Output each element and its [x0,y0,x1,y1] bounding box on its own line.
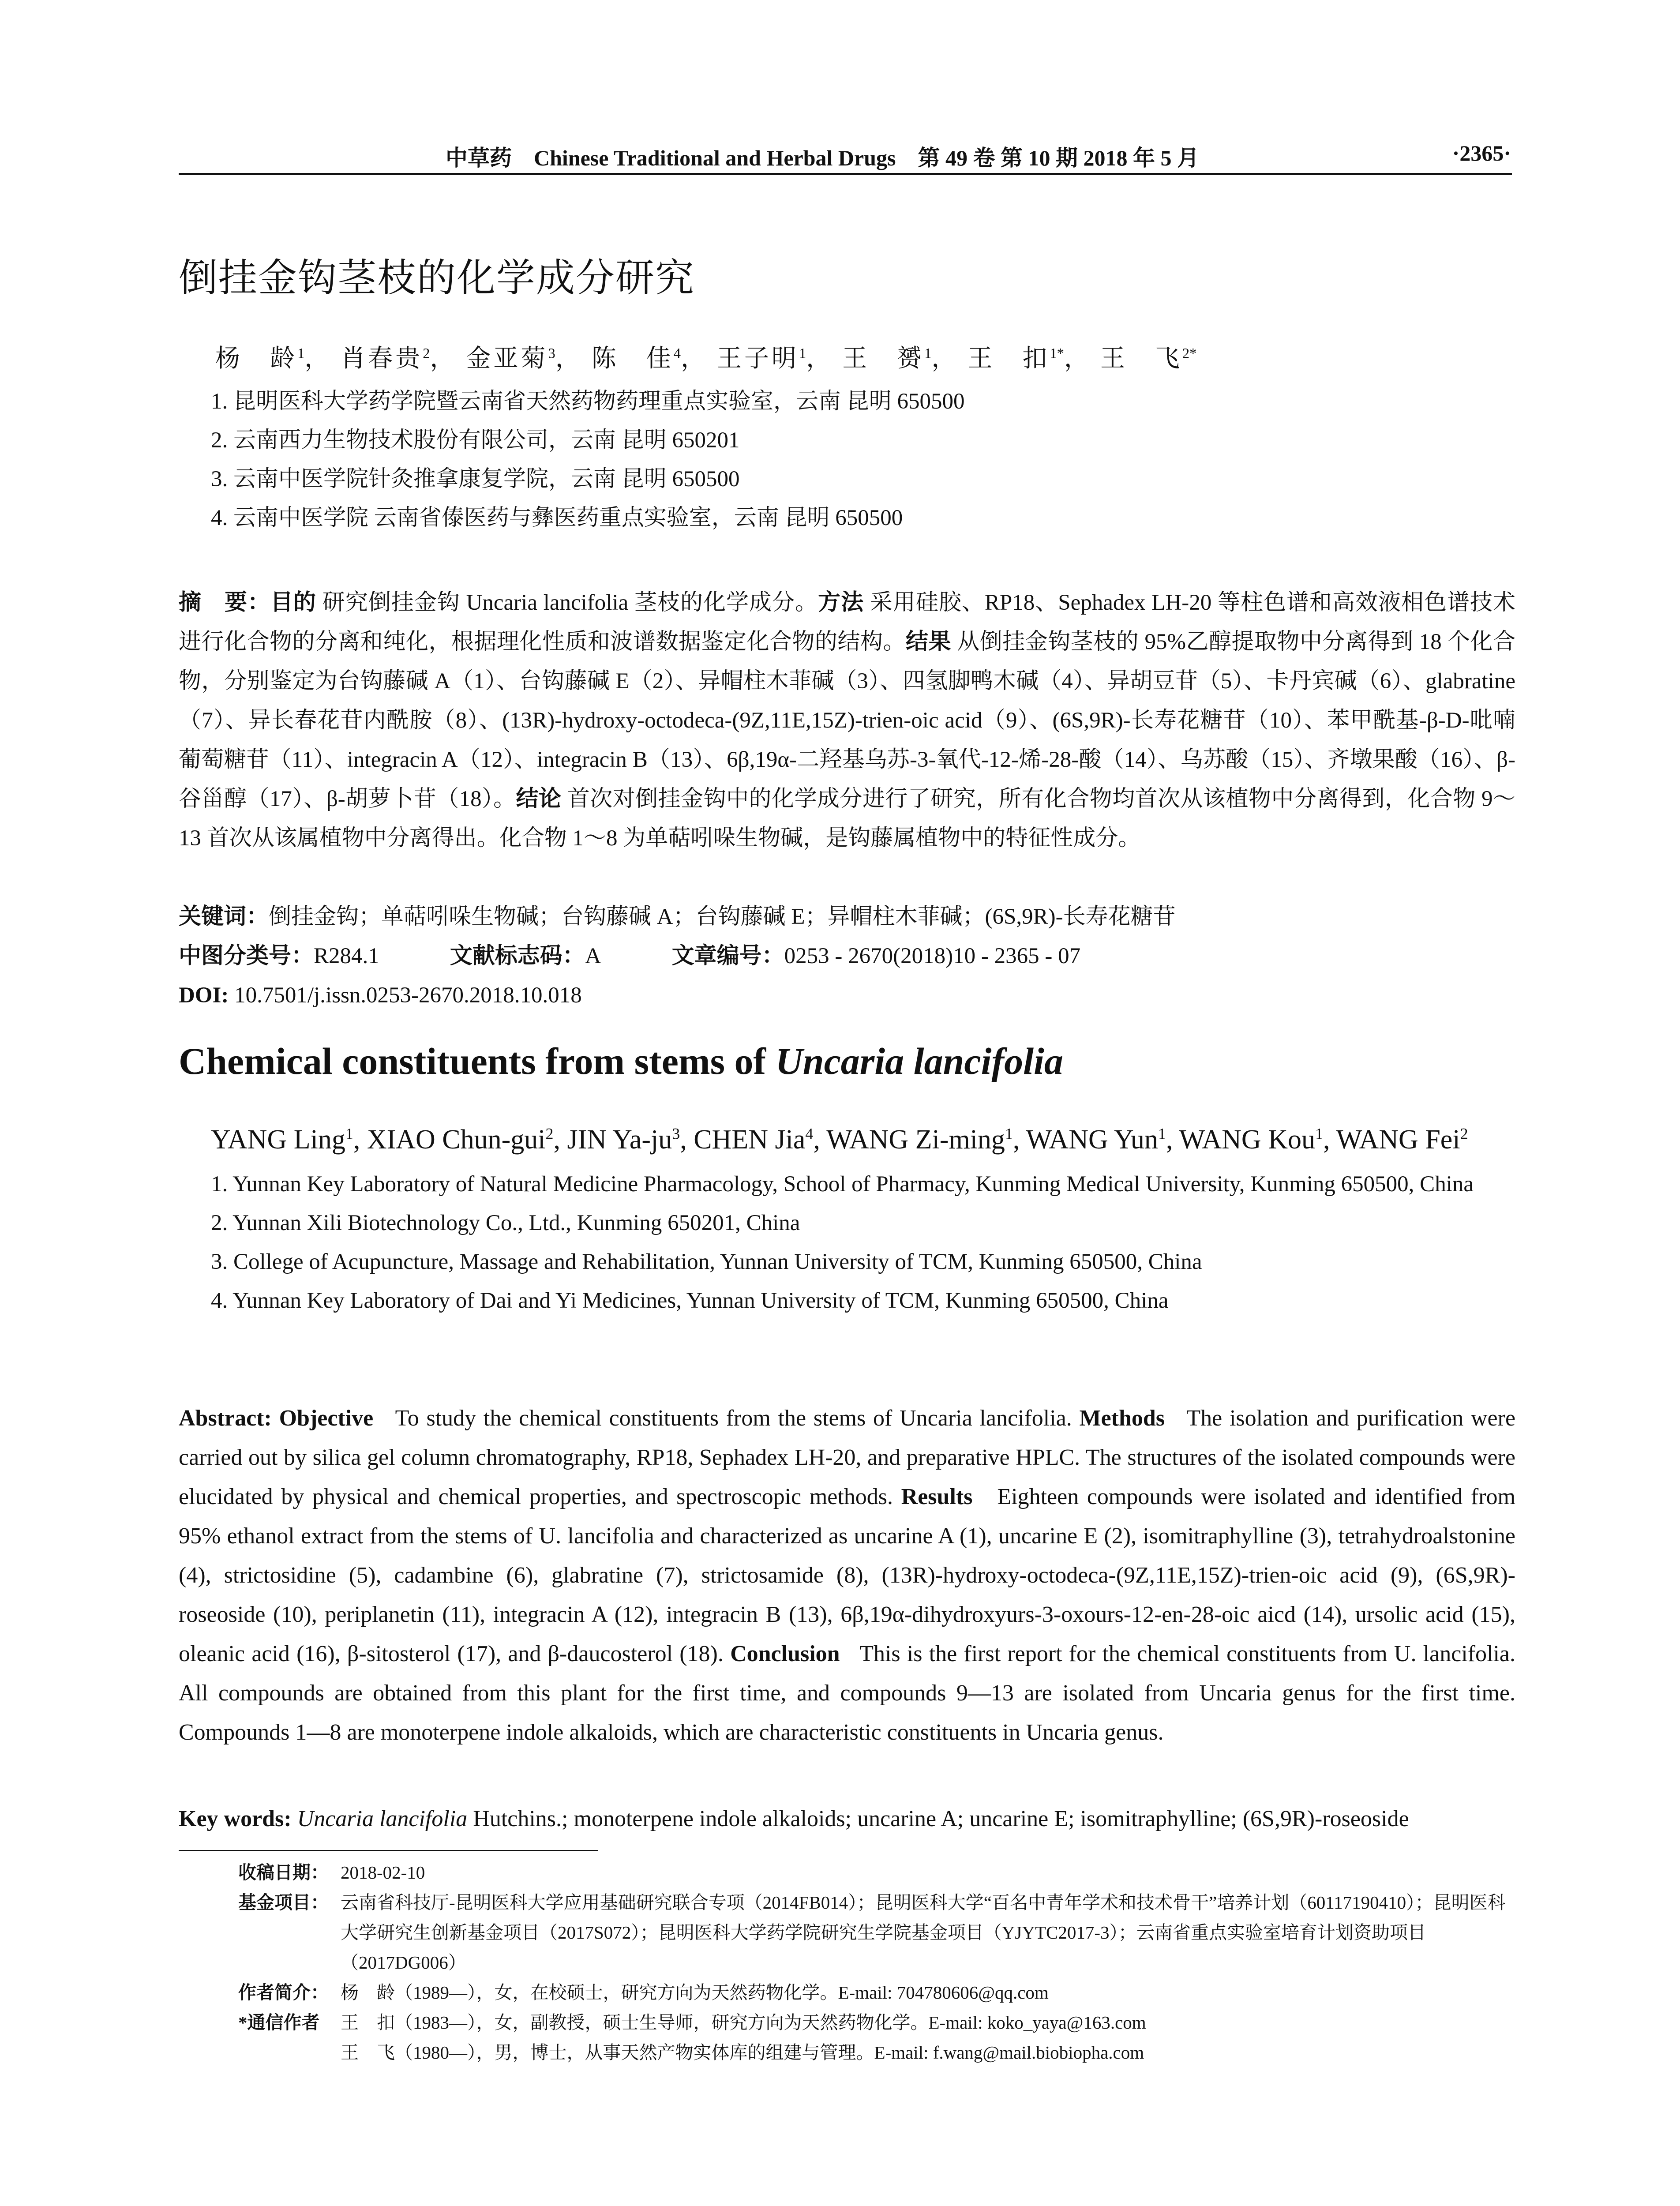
english-title: Chemical constituents from stems of Uncaria lancifolia [179,1040,1063,1082]
affiliation: 3. College of Acupuncture, Massage and Rehabilitation, Yunnan University of TCM, Kunming 650500, China [211,1249,1202,1274]
author: JIN $Ya-ju^3$ [567,1125,680,1155]
species-name: Uncaria lancifolia [775,1040,1063,1082]
methods-text: 采用硅胶、RP18、Sephadex LH-20 等柱色谱和高效液相色谱技术进行化合物的分离和纯化，根据理化性质和波谱数据鉴定化合物的结构。 [179,590,1516,654]
author: 王 飞$^{2*}$ [1100,345,1197,372]
affiliation: 1. Yunnan Key Laboratory of Natural Medicine Pharmacology, School of Pharmacy, Kunming Medical University, Kunming 650500, China [211,1172,1474,1197]
affiliation: 2. Yunnan Xili Biotechnology Co., Ltd., Kunming 650201, China [211,1211,800,1235]
conclusion-text: This is the first report for the chemical constituents from U. lancifolia. All compounds are obtained from this plant for the first time, and compounds 9—13 are isolated from Uncaria genus for the first time. Compounds 1—8 are monoterpene indole alkaloids, which are characteristic constituents in Uncaria genus. [179,1641,1516,1745]
keywords-text: 倒挂金钩；单萜吲哚生物碱；台钩藤碱 A；台钩藤碱 E；异帽柱木菲碱；(6S,9R)-长寿花糖苷 [269,904,1176,929]
author: 陈 佳$^4$ [591,345,681,372]
footnote-author-bio: 作者简介： 杨 龄（1989—），女，在校硕士，研究方向为天然药物化学。E-mail: 704780606@qq.com [238,1982,1049,2003]
affiliation: 1. 昆明医科大学药学院暨云南省天然药物药理重点实验室，云南 昆明 650500 [211,389,965,414]
chinese-affiliations [211,382,1517,537]
affiliation: 2. 云南西力生物技术股份有限公司，云南 昆明 650201 [211,428,740,453]
english-keywords [179,1799,1515,1838]
journal-name: 中草药 Chinese Traditional and Herbal Drugs 第 49 卷 第 10 期 2018 年 5 月 [446,146,1199,170]
header-rule [179,173,1512,175]
author: WANG Kou$^1$ [1179,1125,1323,1155]
objective-label: Objective [279,1406,374,1431]
footnotes [238,1857,1518,2067]
clc-value: R284.1 [314,944,379,968]
author: CHEN Jia$^4$ [694,1125,814,1155]
affiliation: 3. 云南中医学院针灸推拿康复学院，云南 昆明 650500 [211,467,740,491]
footnote-rule [179,1850,598,1851]
abstract-label: Abstract: [179,1406,272,1431]
keywords-text: Hutchins.; monoterpene indole alkaloids; uncarine A; uncarine E; isomitraphylline; (6S,9R)-roseoside [467,1806,1409,1831]
author: WANG Yun$^1$ [1026,1125,1166,1155]
article-number-value: 0253 - 2670(2018)10 - 2365 - 07 [784,944,1081,968]
running-header [179,140,1511,171]
author: 王 赟$^1$ [842,345,932,372]
results-text: 从倒挂金钩茎枝的 95%乙醇提取物中分离得到 18 个化合物，分别鉴定为台钩藤碱 A（1）、台钩藤碱 E（2）、异帽柱木菲碱（3）、四氢脚鸭木碱（4）、异胡豆苷（5）、卡丹宾碱（6）、glabratine（7）、异长春花苷内酰胺（8）、(13R)-hydroxy-octodeca-(9Z,11E,15Z)-trien-oic acid（9）、(6S,9R)-长寿花糖苷（10）、苯甲酰基-β-D-吡喃葡萄糖苷（11）、integracin A（12）、integracin B（13）、6β,19α-二羟基乌苏-3-氧代-12-烯-28-酸（14）、乌苏酸（15）、齐墩果酸（16）、β-谷甾醇（17）、β-胡萝卜苷（18）。 [179,630,1515,811]
author: WANG Fei$^2$ [1336,1125,1468,1155]
keywords-label: 关键词： [179,904,269,929]
abstract-label: 摘 要： [179,590,271,615]
conclusion-text: 首次对倒挂金钩中的化学成分进行了研究，所有化合物均首次从该植物中分离得到，化合物 9～13 首次从该属植物中分离得出。化合物 1～8 为单萜吲哚生物碱，是钩藤属植物中的特征性成分。 [179,787,1515,851]
classification-line [179,937,1515,976]
author: 王 扣$^{1*}$ [968,345,1064,372]
affiliation: 4. 云南中医学院 云南省傣医药与彝医药重点实验室，云南 昆明 650500 [211,506,903,530]
author: 金亚菊$^3$ [466,345,555,372]
author: WANG Zi-ming$^1$ [826,1125,1013,1155]
chinese-title: 倒挂金钩茎枝的化学成分研究 [179,255,695,300]
objective-text: To study the chemical constituents from the stems of Uncaria lancifolia. [395,1406,1072,1431]
english-author-list: YANG Ling$^1$, XIAO Chun-gui$^2$, JIN $Ya-ju^3$, CHEN Jia$^4$, WANG Zi-ming$^1$, WANG Yun$^1$, WANG Kou$^1$, WANG Fei$^2$ [211,1125,1468,1155]
conclusion-label: Conclusion [730,1641,840,1666]
footnote-corresponding-author: *通信作者 王 扣（1983—），女，副教授，硕士生导师，研究方向为天然药物化学。E-mail: koko_yaya@163.com [238,2012,1146,2033]
author: 肖春贵$^2$ [341,345,430,372]
doc-code-label: 文献标志码： [450,944,585,968]
keywords-species: Uncaria lancifolia [297,1806,468,1831]
footnote-received: 收稿日期： 2018-02-10 [238,1862,425,1883]
english-abstract [179,1399,1515,1752]
doi-line [179,976,1515,1015]
english-affiliations [211,1165,1517,1320]
author: 王子明$^1$ [716,345,806,372]
chinese-keywords [179,897,1515,937]
objective-label: 目的 [270,590,317,615]
chinese-abstract [179,583,1515,858]
conclusion-label: 结论 [516,787,562,811]
objective-text: 研究倒挂金钩 Uncaria lancifolia 茎枝的化学成分。 [322,590,818,615]
methods-text: The isolation and purification were carried out by silica gel column chromatography, RP18, Sephadex LH-20, and preparative HPLC. The structures of the isolated compounds were elucidated by physical and chemical properties, and spectroscopic methods. [179,1406,1516,1509]
methods-label: 方法 [818,590,864,615]
doi-link[interactable]: 10.7501/j.issn.0253-2670.2018.10.018 [234,983,582,1008]
page-number: ·2365· [1452,141,1511,165]
results-label: 结果 [906,630,951,654]
footnote-corresponding-author: 王 飞（1980—），男，博士，从事天然产物实体库的组建与管理。E-mail: f.wang@mail.biobiopha.com [341,2042,1144,2063]
doi-label: DOI: [179,983,229,1008]
clc-label: 中图分类号： [179,944,314,968]
author: XIAO Chun-gui$^2$ [367,1125,554,1155]
affiliation: 4. Yunnan Key Laboratory of Dai and Yi Medicines, Yunnan University of TCM, Kunming 650500, China [211,1288,1169,1313]
author: 杨 龄$^1$ [215,345,305,372]
keywords-label: Key words: [179,1806,292,1831]
author: YANG Ling$^1$ [211,1125,353,1155]
article-number-label: 文章编号： [671,944,784,968]
methods-label: Methods [1079,1406,1165,1431]
doc-code-value: A [585,944,601,968]
results-text: Eighteen compounds were isolated and identified from 95% ethanol extract from the stems of U. lancifolia and characterized as uncarine A (1), uncarine E (2), isomitraphylline (3), tetrahydroalstonine (4), strictosidine (5), cadambine (6), glabratine (7), strictosamide (8), (13R)-hydroxy-octodeca-(9Z,11E,15Z)-trien-oic acid (9), (6S,9R)-roseoside (10), periplanetin (11), integracin A (12), integracin B (13), 6β,19α-dihydroxyurs-3-oxours-12-en-28-oic aicd (14), ursolic acid (15), oleanic acid (16), β-sitosterol (17), and β-daucosterol (18). [179,1484,1515,1666]
chinese-author-list: 杨 龄$^1$， 肖春贵$^2$， 金亚菊$^3$， 陈 佳$^4$， 王子明$^1$， 王 赟$^1$， 王 扣$^{1*}$， 王 飞$^{2*}$ [215,345,1197,372]
footnote-funding: 基金项目： 云南省科技厅-昆明医科大学应用基础研究联合专项（2014FB014）；昆明医科大学“百名中青年学术和技术骨干”培养计划（60117190410）；昆明医科大学研究生创新基金项目（2017S072）；昆明医科大学药学院研究生学院基金项目（YJYTC2017-3）；云南省重点实验室培育计划资助项目（2017DG006） [238,1892,1506,1973]
results-label: Results [901,1484,973,1509]
